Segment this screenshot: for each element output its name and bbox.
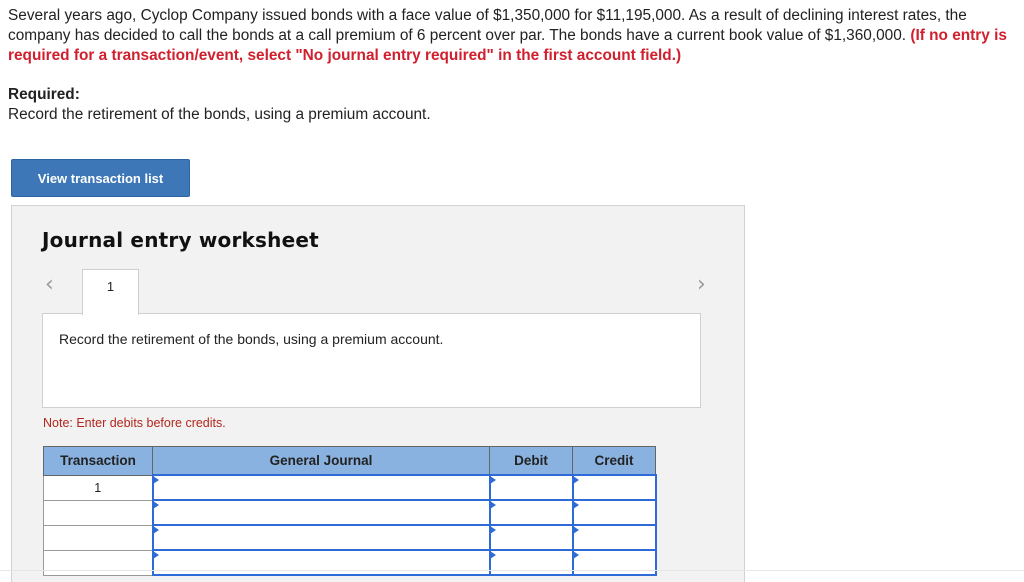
required-label: Required: (8, 86, 80, 103)
table-row (44, 500, 656, 525)
dropdown-marker-icon (573, 526, 579, 534)
entry-description-box (42, 313, 701, 408)
problem-instruction-note: (If no entry is required for a transaction/event, select "No journal entry required" in the first account field.) (8, 27, 1007, 64)
table-row (44, 475, 656, 500)
transaction-number (44, 550, 153, 575)
bottom-divider (0, 570, 1024, 571)
header-transaction: Transaction (44, 447, 153, 476)
credit-input[interactable] (573, 525, 656, 550)
transaction-number (44, 500, 153, 525)
transaction-number: 1 (44, 475, 153, 500)
header-debit: Debit (490, 447, 573, 476)
dropdown-marker-icon (490, 526, 496, 534)
journal-table (43, 446, 657, 576)
debit-input[interactable] (490, 500, 573, 525)
debit-input[interactable] (490, 550, 573, 575)
transaction-number (44, 525, 153, 550)
journal-entry-worksheet (11, 205, 745, 582)
dropdown-marker-icon (153, 526, 159, 534)
required-text: Record the retirement of the bonds, using a premium account. (8, 106, 431, 123)
prev-arrow-icon[interactable]: ‹ (45, 272, 54, 297)
account-select[interactable] (153, 500, 490, 525)
dropdown-marker-icon (153, 501, 159, 509)
account-select[interactable] (153, 550, 490, 575)
account-select[interactable] (153, 525, 490, 550)
table-row (44, 525, 656, 550)
view-transaction-list-button[interactable]: View transaction list (11, 159, 190, 197)
header-general-journal: General Journal (153, 447, 490, 476)
dropdown-marker-icon (573, 476, 579, 484)
dropdown-marker-icon (573, 551, 579, 559)
journal-table-header (44, 447, 656, 476)
credit-input[interactable] (573, 500, 656, 525)
worksheet-title: Journal entry worksheet (42, 228, 319, 252)
dropdown-marker-icon (573, 501, 579, 509)
dropdown-marker-icon (153, 551, 159, 559)
header-credit: Credit (573, 447, 656, 476)
dropdown-marker-icon (490, 476, 496, 484)
credit-input[interactable] (573, 475, 656, 500)
account-select[interactable] (153, 475, 490, 500)
dropdown-marker-icon (153, 476, 159, 484)
next-arrow-icon[interactable]: › (697, 272, 706, 297)
tab-entry-1[interactable]: 1 (82, 269, 139, 315)
dropdown-marker-icon (490, 501, 496, 509)
table-row (44, 550, 656, 575)
debit-input[interactable] (490, 475, 573, 500)
problem-statement (8, 6, 1013, 66)
problem-text: Several years ago, Cyclop Company issued bonds with a face value of $1,350,000 for $11,195,000. As a result of declining interest rates, the company has decided to call the bonds at a call premium of 6 percent over par. The bonds have a current book value of $1,360,000. (8, 7, 967, 44)
debit-input[interactable] (490, 525, 573, 550)
debits-credits-note: Note: Enter debits before credits. (43, 416, 226, 430)
dropdown-marker-icon (490, 551, 496, 559)
entry-description: Record the retirement of the bonds, using a premium account. (59, 331, 444, 347)
credit-input[interactable] (573, 550, 656, 575)
